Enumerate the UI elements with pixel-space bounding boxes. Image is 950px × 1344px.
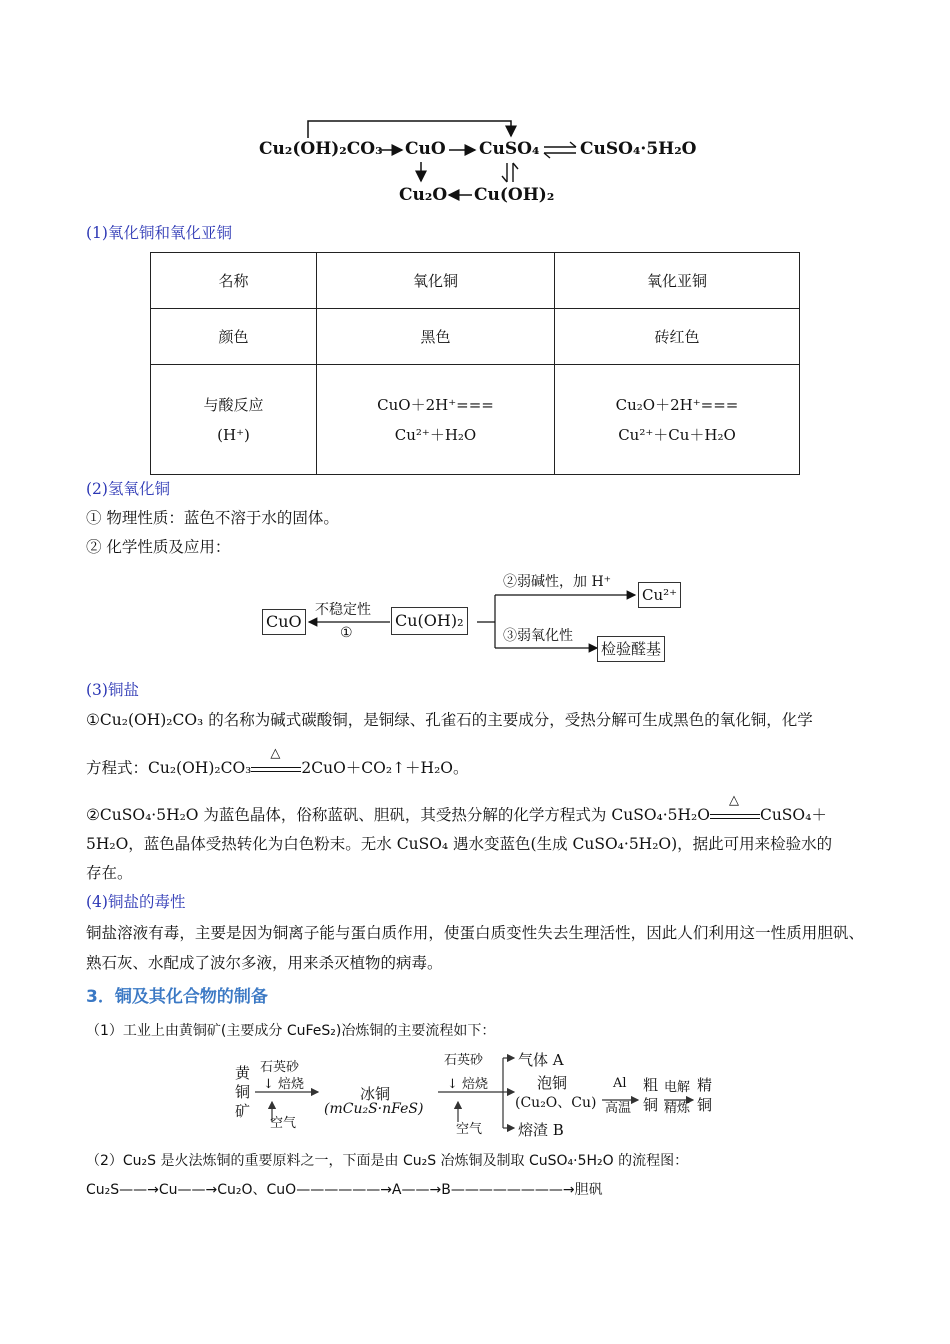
copper-oxide-table [150,252,800,475]
cuso4-label: CuSO₄ [479,139,540,159]
section-1-heading: (1)氧化铜和氧化亚铜 [86,224,232,242]
aldehyde-test-box: 检验醛基 [597,636,665,662]
matte-label: 冰铜 [360,1085,391,1103]
gas-a-label: 气体 A [518,1051,564,1069]
fine-copper-label [697,1075,712,1115]
cu2o-equation-line2: Cu²⁺＋Cu＋H₂O [618,425,736,444]
heat-symbol: △ [728,793,739,808]
section-4-heading: (4)铜盐的毒性 [86,893,186,911]
table-cell: 氧化铜 [317,253,555,309]
table-cell: 名称 [151,253,317,309]
blister-copper-formula: (Cu₂O、Cu) [515,1095,597,1111]
ore-label [235,1064,250,1121]
question-1-text: （1）工业上由黄铜矿(主要成分 CuFeS₂)冶炼铜的主要流程如下： [86,1023,496,1039]
table-cell: 颜色 [151,309,317,365]
table-cell: 黑色 [317,309,555,365]
matte-formula: (mCu₂S·nFeS) [324,1101,424,1117]
crude-char-2: 铜 [643,1096,659,1114]
aluminum-label: Al [613,1076,627,1091]
quartz-sand-1: 石英砂 [260,1060,300,1075]
cuoh2-box: Cu(OH)₂ [391,607,468,635]
chemical-property-text: ② 化学性质及应用： [86,538,231,556]
section-3-title: 3．铜及其化合物的制备 [86,987,268,1007]
slag-b-label: 熔渣 B [518,1121,564,1139]
table-cell: 氧化亚铜 [555,253,800,309]
equation-reactant: 方程式：Cu₂(OH)₂CO₃ [86,759,252,777]
air-2: 空气 [456,1122,483,1137]
equation-products: 2CuO＋CO₂↑＋H₂O。 [301,759,469,777]
weak-oxidation-label: ③弱氧化性 [503,628,573,644]
high-temp-label: 高温 [605,1101,632,1116]
blue-vitriol-text-line2: 5H₂O，蓝色晶体受热转化为白色粉末。无水 CuSO₄ 遇水变蓝色(生成 CuSO₄·5H₂O)，据此可用来检验水的 [86,835,833,853]
cuo-box: CuO [262,609,306,635]
cu2o-equation-line1: Cu₂O＋2H⁺=== [615,395,739,414]
table-cell [555,365,800,475]
table-row [151,365,800,475]
table-cell [151,365,317,475]
acid-label-line2: (H⁺) [217,425,250,444]
cu2o-label: Cu₂O [399,185,448,205]
ore-char-2: 铜 [235,1083,251,1101]
cuso4-5h2o-label: CuSO₄·5H₂O [580,139,697,159]
cuo-equation-line2: Cu²⁺＋H₂O [394,425,477,444]
cuoh2-label: Cu(OH)₂ [474,185,555,205]
ore-char-3: 矿 [235,1102,251,1120]
table-row [151,253,800,309]
roast-1: ↓ 焙烧 [263,1077,305,1092]
fine-char-1: 精 [697,1076,713,1094]
air-1: 空气 [270,1116,297,1131]
section-3-heading: (3)铜盐 [86,681,139,699]
table-row [151,309,800,365]
step-1-marker: ① [340,625,353,641]
heating-condition [710,793,760,826]
section-2-heading: (2)氢氧化铜 [86,480,170,498]
hydroxide-arrows [0,560,950,670]
refining-label: 精炼 [664,1101,691,1116]
blue-vitriol-text-line3: 存在。 [86,864,133,882]
weak-base-label: ②弱碱性，加 H⁺ [503,574,612,590]
basic-carbonate-text-line1: ①Cu₂(OH)₂CO₃ 的名称为碱式碳酸铜，是铜绿、孔雀石的主要成分，受热分解可生成黑色的氧化铜，化学 [86,711,813,729]
cu2plus-box: Cu²⁺ [638,582,681,608]
crude-char-1: 粗 [643,1076,659,1094]
ore-char-1: 黄 [235,1064,251,1082]
acid-label-line1: 与酸反应 [203,395,264,414]
quartz-sand-2: 石英砂 [444,1053,484,1068]
heat-symbol: △ [270,746,281,761]
cu2s-flow-line: Cu₂S——→Cu——→Cu₂O、CuO——————→A——→B————————→胆矾 [86,1182,603,1198]
unstable-label: 不稳定性 [315,602,371,618]
physical-property-text: ① 物理性质：蓝色不溶于水的固体。 [86,509,339,527]
roast-2: ↓ 焙烧 [447,1077,489,1092]
blue-vitriol-text-line1 [86,793,827,826]
cuo-label: CuO [405,139,446,159]
blue-vitriol-products: CuSO₄＋ [759,806,827,824]
heating-condition [251,746,301,779]
basic-carbonate-text-line2 [86,746,469,779]
question-2-text: （2）Cu₂S 是火法炼铜的重要原料之一，下面是由 Cu₂S 冶炼铜及制取 CuSO₄·5H₂O 的流程图： [86,1153,689,1169]
blister-copper-label: 泡铜 [537,1074,568,1092]
crude-copper-label [643,1075,658,1115]
table-cell [317,365,555,475]
blue-vitriol-sentence: ②CuSO₄·5H₂O 为蓝色晶体，俗称蓝矾、胆矾，其受热分解的化学方程式为 CuSO₄·5H₂O [86,806,710,824]
fine-char-2: 铜 [697,1096,713,1114]
cuo-equation-line1: CuO＋2H⁺=== [377,395,494,414]
electrolysis-label: 电解 [664,1080,691,1095]
toxicity-paragraph: 铜盐溶液有毒，主要是因为铜离子能与蛋白质作用，使蛋白质变性失去生理活性，因此人们利用这一性质用胆矾、熟石灰、水配成了波尔多液，用来杀灭植物的病毒。 [86,924,864,972]
table-cell: 砖红色 [555,309,800,365]
cu2oh2co3-label: Cu₂(OH)₂CO₃ [259,139,383,159]
